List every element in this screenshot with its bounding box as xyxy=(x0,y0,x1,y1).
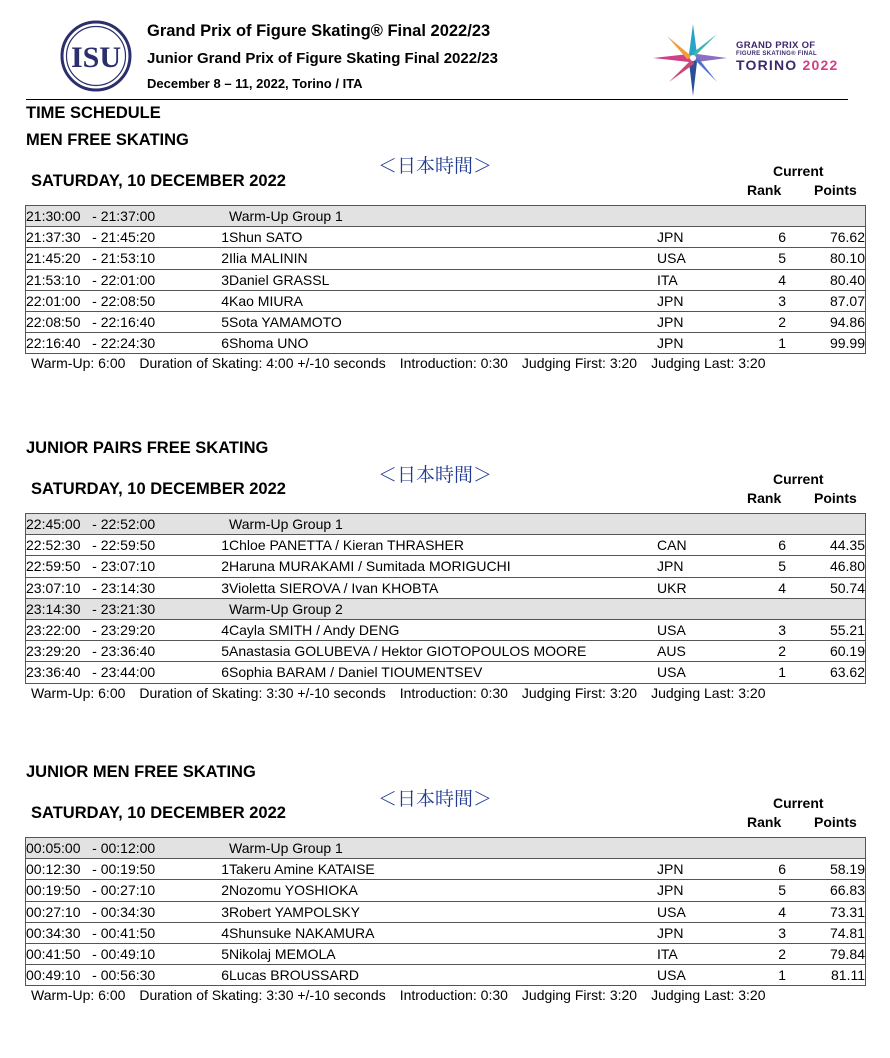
nation-code: USA xyxy=(657,901,712,922)
skater-row xyxy=(26,290,866,311)
document-title: TIME SCHEDULE xyxy=(26,104,161,122)
skater-name: Anastasia GOLUBEVA / Hektor GIOTOPOULOS MOORE xyxy=(229,641,657,662)
start-number xyxy=(211,206,229,227)
skater-row xyxy=(26,641,866,662)
start-number: 3 xyxy=(211,901,229,922)
start-number: 4 xyxy=(211,290,229,311)
skater-name: Ilia MALININ xyxy=(229,248,657,269)
start-number: 2 xyxy=(211,880,229,901)
current-rank: 1 xyxy=(712,662,786,683)
time-slot: 22:45:00 - 22:52:00 xyxy=(26,514,212,535)
warmup-label: Warm-Up Group 1 xyxy=(229,514,657,535)
time-slot: 22:08:50 - 22:16:40 xyxy=(26,311,212,332)
current-rank: 3 xyxy=(712,290,786,311)
column-header-rank: Rank xyxy=(747,490,782,506)
current-points: 87.07 xyxy=(786,290,866,311)
logo-city: TORINO xyxy=(736,57,798,73)
jst-note: ＜日本時間＞ xyxy=(378,156,493,177)
isu-logo xyxy=(60,20,132,92)
section-date: SATURDAY, 10 DECEMBER 2022 xyxy=(31,804,286,822)
skater-name: Sophia BARAM / Daniel TIOUMENTSEV xyxy=(229,662,657,683)
nation-code: JPN xyxy=(657,227,712,248)
start-number: 2 xyxy=(211,556,229,577)
skater-name: Haruna MURAKAMI / Sumitada MORIGUCHI xyxy=(229,556,657,577)
skater-name: Lucas BROUSSARD xyxy=(229,965,657,986)
current-points: 76.62 xyxy=(786,227,866,248)
current-points: 63.62 xyxy=(786,662,866,683)
current-points: 55.21 xyxy=(786,619,866,640)
current-rank: 4 xyxy=(712,901,786,922)
skater-row xyxy=(26,311,866,332)
schedule-table xyxy=(25,837,866,986)
skater-row xyxy=(26,248,866,269)
time-slot: 00:34:30 - 00:41:50 xyxy=(26,922,212,943)
skater-name: Sota YAMAMOTO xyxy=(229,311,657,332)
footer-item: Judging Last: 3:20 xyxy=(651,987,766,1003)
warmup-row xyxy=(26,514,866,535)
jst-note: ＜日本時間＞ xyxy=(378,465,493,486)
skater-row xyxy=(26,269,866,290)
footer-item: Introduction: 0:30 xyxy=(399,685,508,701)
time-slot: 23:29:20 - 23:36:40 xyxy=(26,641,212,662)
timing-footer xyxy=(31,355,780,371)
section-date: SATURDAY, 10 DECEMBER 2022 xyxy=(31,480,286,498)
logo-text-line2: FIGURE SKATING® FINAL xyxy=(736,51,817,57)
start-number: 5 xyxy=(211,311,229,332)
footer-item: Duration of Skating: 4:00 +/-10 seconds xyxy=(139,355,386,371)
event-dates: December 8 – 11, 2022, Torino / ITA xyxy=(147,76,363,91)
skater-row xyxy=(26,943,866,964)
time-slot: 00:12:30 - 00:19:50 xyxy=(26,859,212,880)
start-number: 1 xyxy=(211,227,229,248)
start-number: 6 xyxy=(211,662,229,683)
skater-row xyxy=(26,662,866,683)
footer-item: Warm-Up: 6:00 xyxy=(31,685,126,701)
footer-item: Duration of Skating: 3:30 +/-10 seconds xyxy=(139,987,386,1003)
footer-item: Warm-Up: 6:00 xyxy=(31,987,126,1003)
logo-city-year xyxy=(736,57,838,73)
current-points xyxy=(786,206,866,227)
time-slot: 00:27:10 - 00:34:30 xyxy=(26,901,212,922)
time-slot: 23:36:40 - 23:44:00 xyxy=(26,662,212,683)
time-slot: 00:49:10 - 00:56:30 xyxy=(26,965,212,986)
current-points: 58.19 xyxy=(786,859,866,880)
skater-name: Cayla SMITH / Andy DENG xyxy=(229,619,657,640)
nation-code xyxy=(657,838,712,859)
star-burst-icon xyxy=(650,22,730,97)
time-slot: 23:22:00 - 23:29:20 xyxy=(26,619,212,640)
section-title: JUNIOR MEN FREE SKATING xyxy=(26,763,256,781)
column-header-rank: Rank xyxy=(747,814,782,830)
time-slot: 22:01:00 - 22:08:50 xyxy=(26,290,212,311)
current-points: 66.83 xyxy=(786,880,866,901)
time-slot: 22:59:50 - 23:07:10 xyxy=(26,556,212,577)
skater-row xyxy=(26,965,866,986)
nation-code: UKR xyxy=(657,577,712,598)
current-points: 46.80 xyxy=(786,556,866,577)
current-rank: 2 xyxy=(712,943,786,964)
current-points: 73.31 xyxy=(786,901,866,922)
skater-row xyxy=(26,577,866,598)
logo-text-line1: GRAND PRIX OF xyxy=(736,40,816,51)
current-rank xyxy=(712,206,786,227)
start-number: 5 xyxy=(211,943,229,964)
footer-item: Judging First: 3:20 xyxy=(521,685,638,701)
event-subtitle: Junior Grand Prix of Figure Skating Final 2022/23 xyxy=(147,50,498,67)
section-date: SATURDAY, 10 DECEMBER 2022 xyxy=(31,172,286,190)
skater-name: Chloe PANETTA / Kieran THRASHER xyxy=(229,535,657,556)
time-slot: 23:07:10 - 23:14:30 xyxy=(26,577,212,598)
nation-code xyxy=(657,598,712,619)
current-points: 81.11 xyxy=(786,965,866,986)
current-rank: 2 xyxy=(712,641,786,662)
time-slot: 21:53:10 - 22:01:00 xyxy=(26,269,212,290)
section-title: JUNIOR PAIRS FREE SKATING xyxy=(26,439,269,457)
current-rank xyxy=(712,598,786,619)
current-points: 80.10 xyxy=(786,248,866,269)
current-rank: 6 xyxy=(712,535,786,556)
skater-row xyxy=(26,535,866,556)
footer-item: Judging Last: 3:20 xyxy=(651,355,766,371)
start-number: 2 xyxy=(211,248,229,269)
warmup-label: Warm-Up Group 2 xyxy=(229,598,657,619)
start-number: 1 xyxy=(211,535,229,556)
column-header-current: Current xyxy=(773,795,824,811)
timing-footer xyxy=(31,987,780,1003)
current-rank: 5 xyxy=(712,556,786,577)
skater-name: Nikolaj MEMOLA xyxy=(229,943,657,964)
footer-item: Introduction: 0:30 xyxy=(399,355,508,371)
time-slot: 22:52:30 - 22:59:50 xyxy=(26,535,212,556)
current-rank: 6 xyxy=(712,227,786,248)
start-number xyxy=(211,514,229,535)
footer-item: Judging First: 3:20 xyxy=(521,987,638,1003)
column-header-rank: Rank xyxy=(747,182,782,198)
current-points: 94.86 xyxy=(786,311,866,332)
jst-note: ＜日本時間＞ xyxy=(378,789,493,810)
start-number: 1 xyxy=(211,859,229,880)
header-divider xyxy=(26,99,848,100)
nation-code xyxy=(657,206,712,227)
start-number: 6 xyxy=(211,965,229,986)
nation-code: USA xyxy=(657,662,712,683)
nation-code: USA xyxy=(657,248,712,269)
current-rank: 1 xyxy=(712,965,786,986)
current-rank: 4 xyxy=(712,269,786,290)
column-header-points: Points xyxy=(814,490,857,506)
time-slot: 22:16:40 - 22:24:30 xyxy=(26,333,212,354)
logo-year: 2022 xyxy=(802,57,839,73)
skater-row xyxy=(26,922,866,943)
current-points: 44.35 xyxy=(786,535,866,556)
nation-code: JPN xyxy=(657,311,712,332)
start-number: 4 xyxy=(211,922,229,943)
current-points: 74.81 xyxy=(786,922,866,943)
svg-text:ISU: ISU xyxy=(70,41,122,74)
current-rank: 6 xyxy=(712,859,786,880)
current-rank: 2 xyxy=(712,311,786,332)
start-number xyxy=(211,838,229,859)
nation-code: AUS xyxy=(657,641,712,662)
skater-row xyxy=(26,227,866,248)
timing-footer xyxy=(31,685,780,701)
column-header-points: Points xyxy=(814,814,857,830)
warmup-label: Warm-Up Group 1 xyxy=(229,838,657,859)
nation-code: ITA xyxy=(657,943,712,964)
current-rank: 3 xyxy=(712,922,786,943)
nation-code: JPN xyxy=(657,859,712,880)
nation-code: JPN xyxy=(657,556,712,577)
time-slot: 00:19:50 - 00:27:10 xyxy=(26,880,212,901)
warmup-row xyxy=(26,206,866,227)
current-rank: 5 xyxy=(712,248,786,269)
footer-item: Judging Last: 3:20 xyxy=(651,685,766,701)
warmup-row xyxy=(26,598,866,619)
current-points: 60.19 xyxy=(786,641,866,662)
skater-name: Daniel GRASSL xyxy=(229,269,657,290)
time-slot: 00:41:50 - 00:49:10 xyxy=(26,943,212,964)
event-title: Grand Prix of Figure Skating® Final 2022/23 xyxy=(147,22,491,40)
time-slot: 00:05:00 - 00:12:00 xyxy=(26,838,212,859)
current-rank: 5 xyxy=(712,880,786,901)
current-rank: 3 xyxy=(712,619,786,640)
column-header-current: Current xyxy=(773,471,824,487)
time-slot: 21:45:20 - 21:53:10 xyxy=(26,248,212,269)
current-points xyxy=(786,838,866,859)
nation-code: USA xyxy=(657,965,712,986)
nation-code: JPN xyxy=(657,333,712,354)
skater-row xyxy=(26,619,866,640)
current-points: 80.40 xyxy=(786,269,866,290)
skater-row xyxy=(26,333,866,354)
column-header-points: Points xyxy=(814,182,857,198)
footer-item: Introduction: 0:30 xyxy=(399,987,508,1003)
grand-prix-logo xyxy=(650,22,840,97)
skater-row xyxy=(26,880,866,901)
current-points xyxy=(786,514,866,535)
nation-code: ITA xyxy=(657,269,712,290)
start-number: 3 xyxy=(211,577,229,598)
skater-name: Violetta SIEROVA / Ivan KHOBTA xyxy=(229,577,657,598)
skater-name: Shoma UNO xyxy=(229,333,657,354)
warmup-label: Warm-Up Group 1 xyxy=(229,206,657,227)
current-rank: 1 xyxy=(712,333,786,354)
skater-name: Robert YAMPOLSKY xyxy=(229,901,657,922)
skater-row xyxy=(26,859,866,880)
current-points: 50.74 xyxy=(786,577,866,598)
warmup-row xyxy=(26,838,866,859)
nation-code: CAN xyxy=(657,535,712,556)
skater-name: Shun SATO xyxy=(229,227,657,248)
footer-item: Duration of Skating: 3:30 +/-10 seconds xyxy=(139,685,386,701)
time-slot: 21:30:00 - 21:37:00 xyxy=(26,206,212,227)
start-number: 5 xyxy=(211,641,229,662)
schedule-table xyxy=(25,513,866,684)
section-title: MEN FREE SKATING xyxy=(26,131,189,149)
document-header xyxy=(0,0,890,100)
skater-row xyxy=(26,556,866,577)
skater-name: Shunsuke NAKAMURA xyxy=(229,922,657,943)
nation-code xyxy=(657,514,712,535)
current-rank xyxy=(712,514,786,535)
skater-row xyxy=(26,901,866,922)
current-points xyxy=(786,598,866,619)
nation-code: JPN xyxy=(657,922,712,943)
start-number: 3 xyxy=(211,269,229,290)
skater-name: Nozomu YOSHIOKA xyxy=(229,880,657,901)
current-points: 79.84 xyxy=(786,943,866,964)
nation-code: USA xyxy=(657,619,712,640)
footer-item: Judging First: 3:20 xyxy=(521,355,638,371)
skater-name: Kao MIURA xyxy=(229,290,657,311)
current-rank xyxy=(712,838,786,859)
time-slot: 21:37:30 - 21:45:20 xyxy=(26,227,212,248)
skater-name: Takeru Amine KATAISE xyxy=(229,859,657,880)
nation-code: JPN xyxy=(657,880,712,901)
schedule-table xyxy=(25,205,866,354)
start-number: 6 xyxy=(211,333,229,354)
current-rank: 4 xyxy=(712,577,786,598)
current-points: 99.99 xyxy=(786,333,866,354)
time-slot: 23:14:30 - 23:21:30 xyxy=(26,598,212,619)
column-header-current: Current xyxy=(773,163,824,179)
nation-code: JPN xyxy=(657,290,712,311)
start-number xyxy=(211,598,229,619)
footer-item: Warm-Up: 6:00 xyxy=(31,355,126,371)
start-number: 4 xyxy=(211,619,229,640)
